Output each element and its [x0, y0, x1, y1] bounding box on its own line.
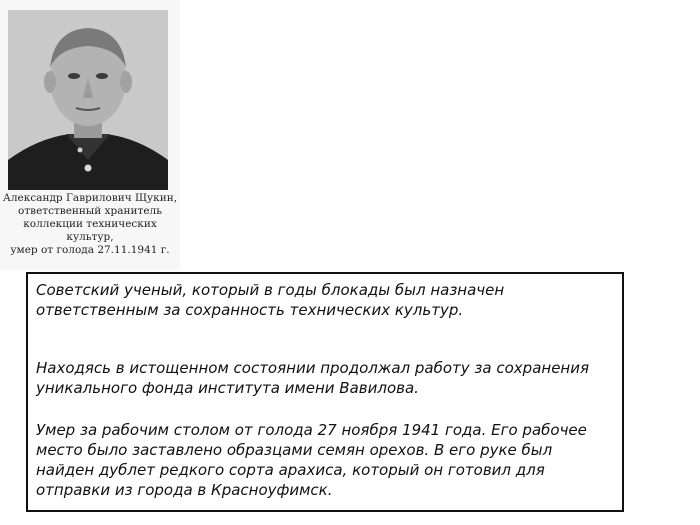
portrait-block	[0, 0, 180, 270]
caption-line: коллекции технических	[23, 218, 157, 230]
biography-paragraph: Умер за рабочим столом от голода 27 ноября 1941 года. Его рабочее место было заставлено образцами семян орехов. В его руке был найден дублет редкого сорта арахиса, который он готовил для отправки из города в Красноуфимск.	[36, 421, 587, 499]
portrait-photo	[8, 10, 168, 190]
biography-paragraph: Находясь в истощенном состоянии продолжал работу за сохранения уникального фонда института имени Вавилова.	[36, 359, 590, 397]
caption-line: Александр Гаврилович Щукин,	[2, 192, 178, 204]
biography-paragraph: Советский ученый, который в годы блокады был назначен ответственным за сохранность технических культур.	[36, 281, 505, 319]
caption-line: ответственный хранитель	[18, 205, 162, 217]
portrait-photo-drawing	[8, 10, 168, 190]
portrait-caption	[0, 192, 180, 257]
caption-line: культур,	[66, 231, 114, 243]
caption-line: умер от голода 27.11.1941 г.	[10, 244, 170, 256]
biography-text-box	[26, 272, 624, 512]
